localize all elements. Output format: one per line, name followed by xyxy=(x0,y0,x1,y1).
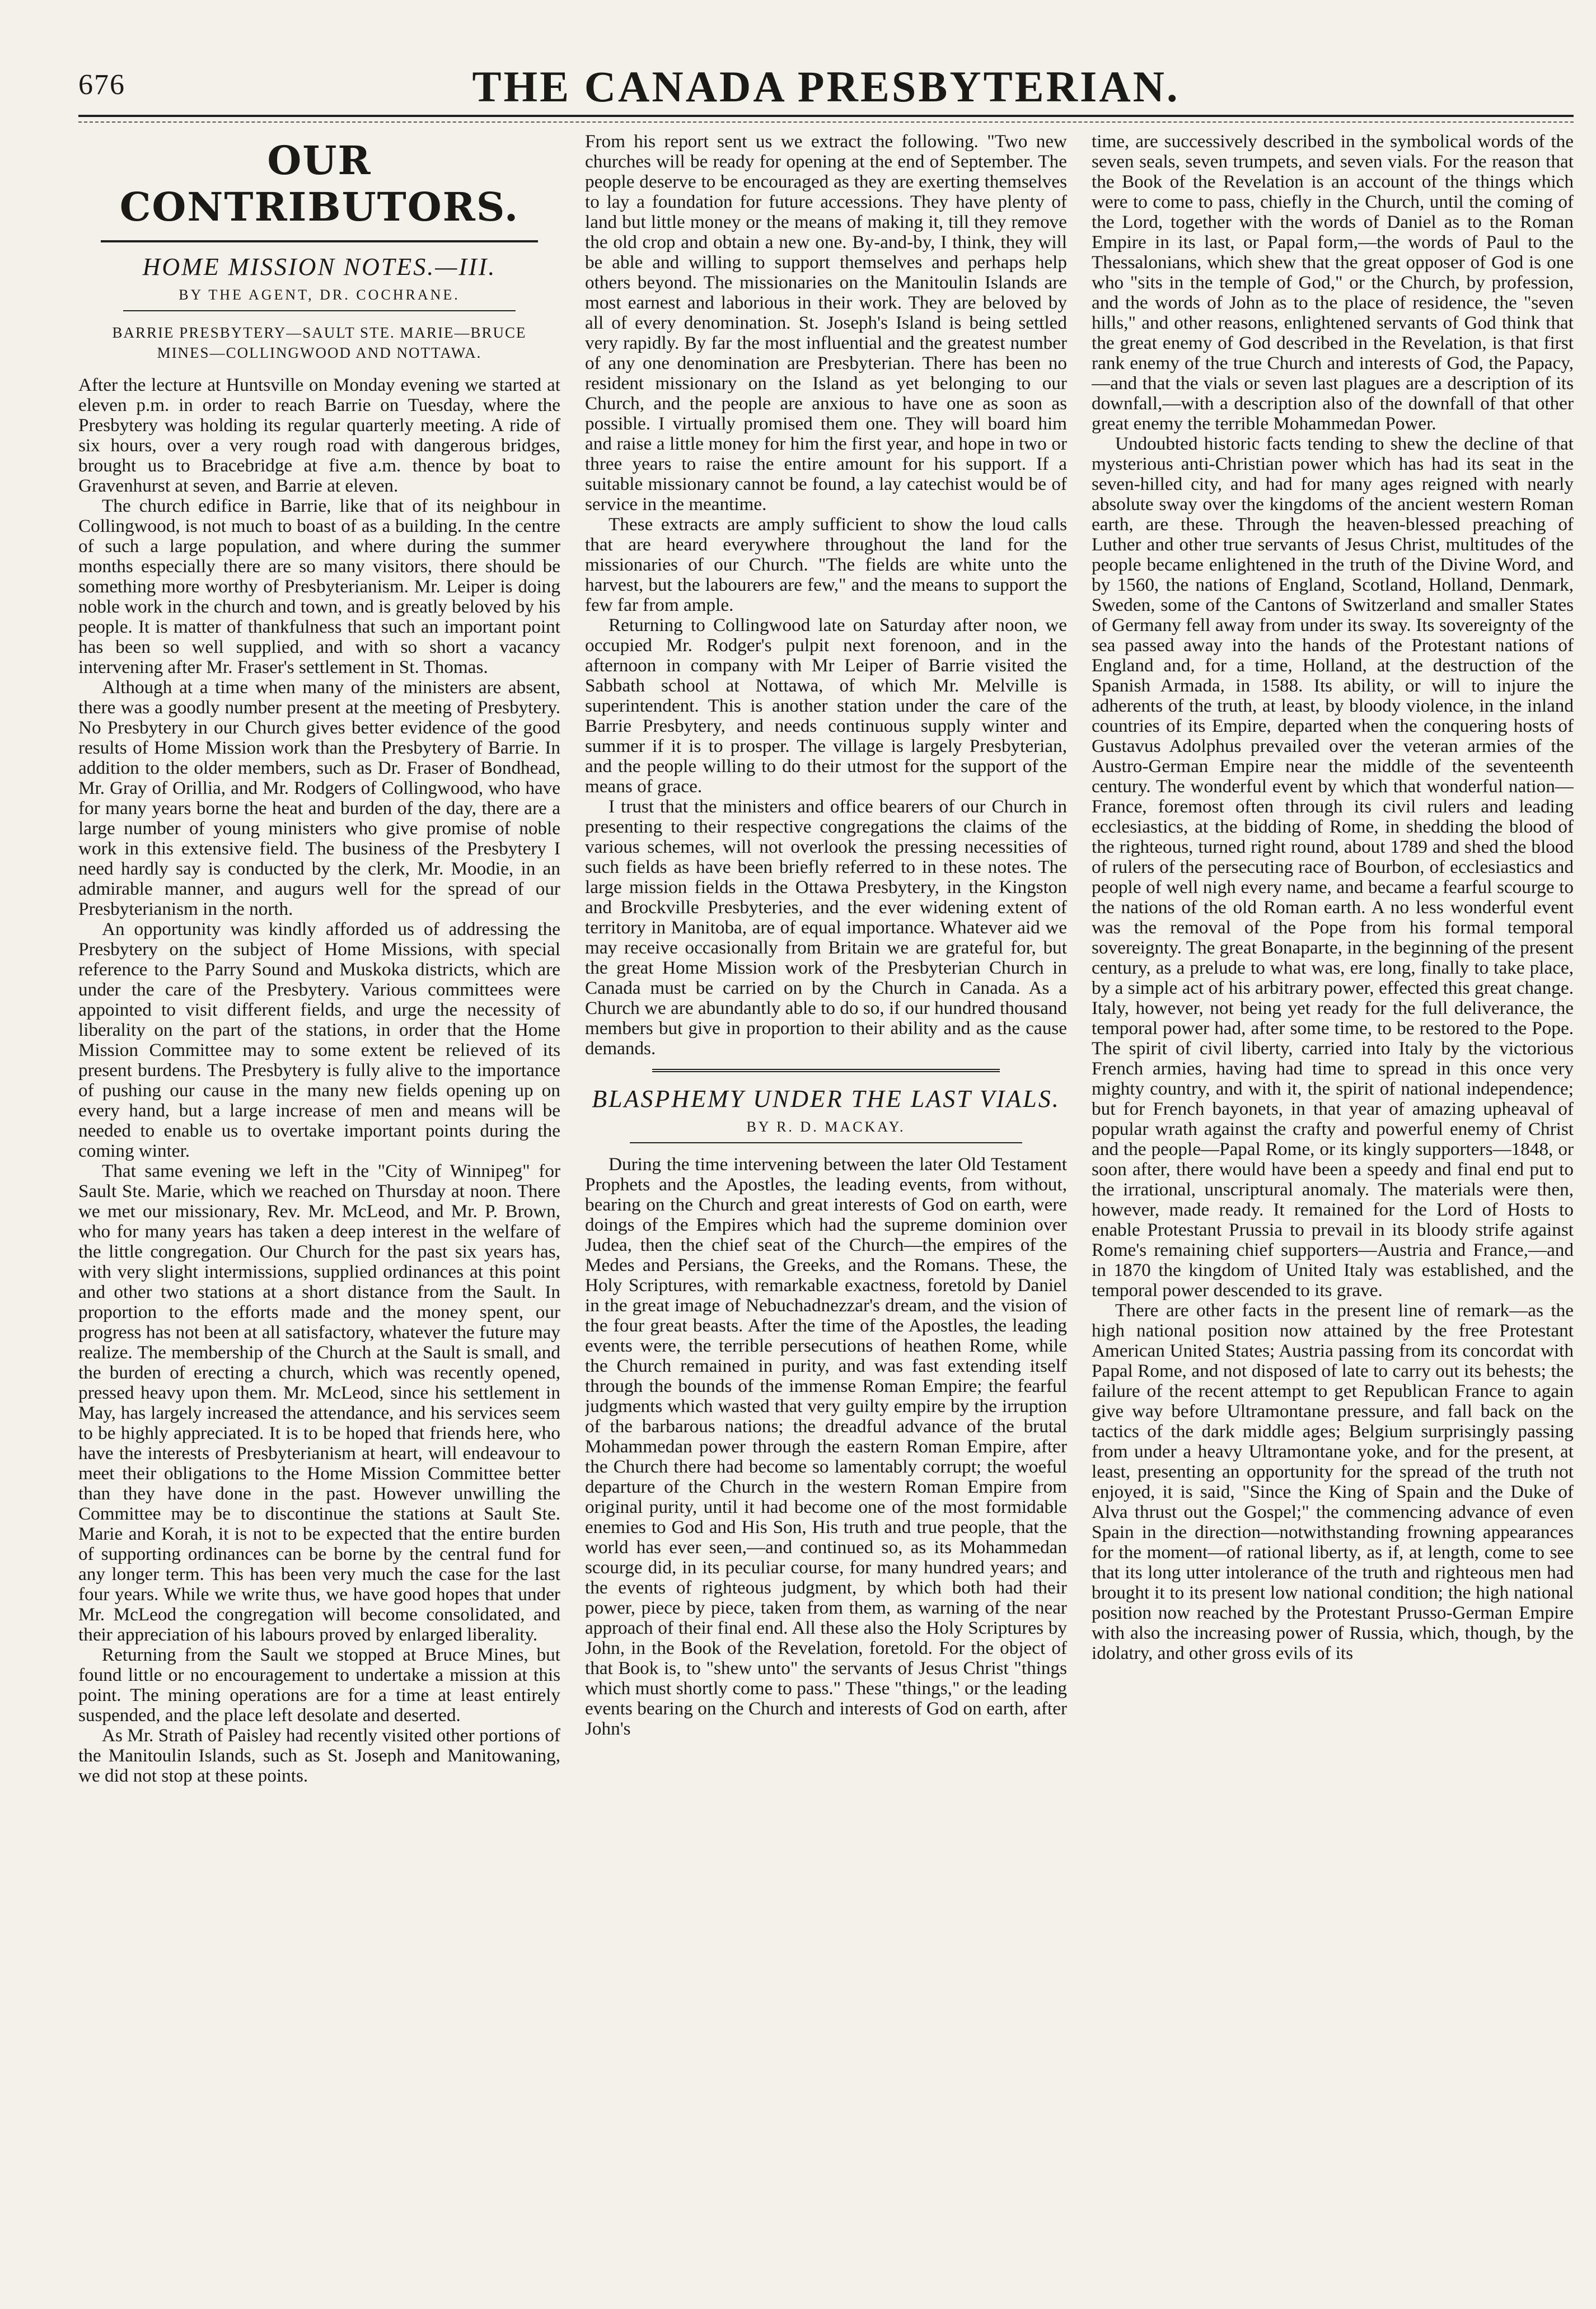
paragraph: During the time intervening between the later Old Testament Prophets and the Apostles, the leading events, from without, bearing on the Church and great interests of God on earth, were doings of the Empires which had the supreme dominion over Judea, then the chief seat of the Church—the empires of the Medes and Persians, the Greeks, and the Romans. These, the Holy Scriptures, with remarkable exactness, foretold by Daniel in the great image of Nebuchadnezzar's dream, and the vision of the four great beasts. After the time of the Apostles, the leading events were, the terrible persecutions of heathen Rome, while the Church remained in purity, and was fast extending itself through the bounds of the immense Roman Empire; the fearful judgments which wasted that very guilty empire by the irruption of the barbarous nations; the dreadful advance of the brutal Mohammedan power through the eastern Roman Empire, after the Church there had become so lamentably corrupt; the woeful departure of the Church in the western Roman Empire from original purity, until it had become one of the most formidable enemies to God and His Son, His truth and true people, that the world has ever seen,—and continued so, as its Mohammedan scourge did, in its peculiar course, for many hundred years; and the events of righteous judgment, by which both had their power, piece by piece, taken from them, as warning of the near approach of their final end. All these also the Holy Scriptures by John, in the Book of the Revelation, foretold. For the object of that Book is, to "shew unto" the servants of Jesus Christ "things which must shortly come to pass." These "things," or the leading events bearing on the Church and interests of God on earth, after John's xyxy=(585,1154,1067,1739)
byline-rule xyxy=(123,310,516,311)
paragraph: Returning to Collingwood late on Saturday after noon, we occupied Mr. Rodger's pulpit next forenoon, and in the afternoon in company with Mr Leiper of Barrie visited the Sabbath school at Nottawa, of which Mr. Melville is superintendent. This is another station under the care of the Barrie Presbytery, and needs continuous supply winter and summer if it is to prosper. The village is largely Presbyterian, and the people willing to do their utmost for the support of the means of grace. xyxy=(585,615,1067,797)
article-2-title: BLASPHEMY UNDER THE LAST VIALS. xyxy=(592,1085,1060,1113)
byline-rule xyxy=(630,1142,1022,1143)
paragraph: Returning from the Sault we stopped at Bruce Mines, but found little or no encouragement to undertake a mission at this point. The mining operations are for a time at least entirely suspended, and the place left desolate and deserted. xyxy=(78,1644,560,1726)
paragraph: There are other facts in the present line of remark—as the high national position now attained by the free Protestant American United States; Austria passing from its concordat with Papal Rome, and not disposed of late to carry out its behests; the failure of the recent attempt to get Republican France to again give way before Ultramontane pressure, and fall back on the tactics of the dark middle ages; Belgium surprisingly passing from under a heavy Ultramontane yoke, and for the present, at least, presenting an opportunity for the spread of the truth not enjoyed, it is said, "Since the King of Spain and the Duke of Alva thrust out the Gospel;" the commencing advance of even Spain in the direction—notwithstanding frowning appearances for the moment—of rational liberty, as if, at length, come to see that its long utter intolerance of the truth and righteous men had brought it to its present low national condition; the high national position now reached by the Protestant Prusso-German Empire with also the increasing power of Russia, which, though, by the idolatry, and other gross evils of its xyxy=(1092,1300,1574,1663)
article-separator xyxy=(652,1069,1000,1072)
section-rule xyxy=(101,240,538,242)
columns xyxy=(78,132,1574,2292)
column-1 xyxy=(78,132,560,2292)
masthead-rule xyxy=(78,115,1574,117)
paragraph: An opportunity was kindly afforded us of addressing the Presbytery on the subject of Home Missions, with special reference to the Parry Sound and Muskoka districts, which are under the care of the Presbytery. Various committees were appointed to visit different fields, and urge the necessity of liberality on the part of the stations, in order that the Home Mission Committee may to some extent be relieved of its present burdens. The Presbytery is fully alive to the importance of pushing our cause in the many new fields opening up on every hand, but a large increase of men and means will be needed to enable us to overtake important points during the coming winter. xyxy=(78,919,560,1161)
article-1-title: HOME MISSION NOTES.—III. xyxy=(142,253,497,281)
page-number: 676 xyxy=(78,69,125,101)
section-heading: OUR CONTRIBUTORS. xyxy=(119,137,519,230)
paragraph: That same evening we left in the "City of Winnipeg" for Sault Ste. Marie, which we reached on Thursday at noon. There we met our missionary, Rev. Mr. McLeod, and Mr. P. Brown, who for many years has taken a deep interest in the welfare of the little congregation. Our Church for the past six years has, with very slight intermissions, supplied ordinances at this point and other two stations at a short distance from the Sault. In proportion to the efforts made and the money spent, our progress has not been at all satisfactory, whatever the future may realize. The membership of the Church at the Sault is small, and the burden of erecting a church, which was recently opened, pressed heavy upon them. Mr. McLeod, since his settlement in May, has largely increased the attendance, and his services seem to be highly appreciated. It is to be hoped that friends here, who have the interests of Presbyterianism at heart, will endeavour to meet their obligations to the Home Mission Committee better than they have done in the past. However unwilling the Committee may be to discontinue the stations at Sault Ste. Marie and Korah, it is not to be expected that the entire burden of supporting ordinances can be borne by the central fund for any longer term. This has been very much the case for the last four years. While we write thus, we have good hopes that under Mr. McLeod the congregation will become consolidated, and their appreciation of his labours proved by enlarged liberality. xyxy=(78,1161,560,1645)
masthead-dashed-rule xyxy=(78,121,1574,123)
masthead xyxy=(78,62,1574,112)
column-3 xyxy=(1092,132,1574,2292)
paragraph: After the lecture at Huntsville on Monday evening we started at eleven p.m. in order to reach Barrie on Tuesday, where the Presbytery was holding its regular quarterly meeting. A ride of six hours, over a very rough road with dangerous bridges, brought us to Bracebridge at five a.m. thence by boat to Gravenhurst at seven, and Barrie at eleven. xyxy=(78,375,560,496)
paragraph: As Mr. Strath of Paisley had recently visited other portions of the Manitoulin Islands, such as St. Joseph and Manitowaning, we did not stop at these points. xyxy=(78,1725,560,1786)
article-2-byline: BY R. D. MACKAY. xyxy=(746,1119,906,1135)
article-1-byline: BY THE AGENT, DR. COCHRANE. xyxy=(179,287,460,303)
paragraph: I trust that the ministers and office bearers of our Church in presenting to their respective congregations the claims of the various schemes, will not overlook the pressing necessities of such fields as have been briefly referred to in these notes. The large mission fields in the Ottawa Presbytery, in the Kingston and Brockville Presbyteries, and the ever widening extent of territory in Manitoba, are of equal importance. Whatever aid we may receive occasionally from Britain we are grateful for, but the great Home Mission work of the Presbyterian Church in Canada must be carried on by the Church in Canada. As a Church we are abundantly able to do so, if our hundred thousand members but give in proportion to their ability and as the cause demands. xyxy=(585,796,1067,1059)
paragraph: From his report sent us we extract the following. "Two new churches will be ready for opening at the end of September. The people deserve to be encouraged as they are exerting themselves to lay a foundation for future accessions. They have plenty of land but little money or the means of making it, till they remove the old crop and obtain a new one. By-and-by, I think, they will be able and willing to support themselves and perhaps help others beyond. The missionaries on the Manitoulin Islands are most earnest and laborious in their work. They are beloved by all of every denomination. St. Joseph's Island is being settled very rapidly. By far the most influential and the greatest number of any one denomination are Presbyterian. There has been no resident missionary on the Island as yet belonging to our Church, and the people are anxious to have one as soon as possible. I virtually promised them one. They will board him and raise a little money for him the first year, and hope in two or three years to raise the entire amount for his support. If a suitable missionary cannot be found, a lay catechist would be of service in the meantime. xyxy=(585,132,1067,515)
paragraph: Undoubted historic facts tending to shew the decline of that mysterious anti-Christian power which has had its seat in the seven-hilled city, and had for many ages reigned with nearly absolute sway over the kingdoms of the ancient western Roman earth, are these. Through the heaven-blessed preaching of Luther and other true servants of Jesus Christ, multitudes of the people became enlightened in the truth of the Divine Word, and by 1560, the nations of England, Scotland, Holland, Denmark, Sweden, some of the Cantons of Switzerland and smaller States of Germany fell away from under its sway. Its sovereignty of the sea passed away into the hands of the Protestant nations of England and, for a time, Holland, at the destruction of the Spanish Armada, in 1588. Its ability, or will to injure the adherents of the truth, at least, by bloody violence, in the inland countries of its Empire, departed when the conquering hosts of Gustavus Adolphus prevailed over the veteran armies of the Austro-German Empire near the middle of the seventeenth century. The wonderful event by which that wonderful nation—France, foremost often through its civil rulers and leading ecclesiastics, at the bidding of Rome, in shedding the blood of the righteous, turned right round, about 1789 and shed the blood of rulers of the persecuting race of Bourbon, of ecclesiastics and people of well nigh every name, and became a fearful scourge to the nations of the old Roman earth. A no less wonderful event was the removal of the Pope from his formal temporal sovereignty. The great Bonaparte, in the beginning of the present century, as a prelude to what was, ere long, finally to take place, by a simple act of his arbitrary power, effected this great change. Italy, however, not being yet ready for the full deliverance, the temporal power had, after some time, to be restored to the Pope. The spirit of civil liberty, carried into Italy by the victorious French armies, having had time to spread in this once very mighty country, and with it, the spirit of national independence; but for French bayonets, in that year of amazing upheaval of popular wrath against the crafty and powerful enemy of Christ and the people—Papal Rome, or its kingly supporters—1848, or soon after, there would have been a speedy and final end put to the irrational, unscriptural anomaly. The materials were then, however, made ready. It remained for the Lord of Hosts to enable Protestant Prussia to prevail in its bloody strife against Rome's remaining chief supporters—Austria and France,—and in 1870 the kingdom of United Italy was established, and the temporal power descended to its grave. xyxy=(1092,433,1574,1301)
paragraph: The church edifice in Barrie, like that of its neighbour in Collingwood, is not much to boast of as a building. In the centre of such a large population, and where during the summer months especially there are so many visitors, there should be something more worthy of Presbyterianism. Mr. Leiper is doing noble work in the church and town, and is greatly beloved by his people. It is matter of thankfulness that such an important point has been so well supplied, and with so short a vacancy intervening after Mr. Fraser's settlement in St. Thomas. xyxy=(78,496,560,677)
paragraph: These extracts are amply sufficient to show the loud calls that are heard everywhere throughout the land for the missionaries of our Church. "The fields are white unto the harvest, but the labourers are few," and the means to support the few far from ample. xyxy=(585,514,1067,615)
article-1-subhead: BARRIE PRESBYTERY—SAULT STE. MARIE—BRUCE MINES—COLLINGWOOD AND NOTTAWA. xyxy=(112,324,527,361)
paragraph: Although at a time when many of the ministers are absent, there was a goodly number present at the meeting of Presbytery. No Presbytery in our Church gives better evidence of the good results of Home Mission work than the Presbytery of Barrie. In addition to the older members, such as Dr. Fraser of Bondhead, Mr. Gray of Orillia, and Mr. Rodgers of Collingwood, who have for many years borne the heat and burden of the day, there are a large number of young ministers who give promise of noble work in this extensive field. The business of the Presbytery I need hardly say is conducted by the clerk, Mr. Moodie, in an admirable manner, and augurs well for the spread of our Presbyterianism in the north. xyxy=(78,677,560,919)
column-2 xyxy=(585,132,1067,2292)
paragraph: time, are successively described in the symbolical words of the seven seals, seven trumpets, and seven vials. For the reason that the Book of the Revelation is an account of the things which were to come to pass, chiefly in the Church, until the coming of the Lord, together with the words of Daniel as to the Roman Empire in its last, or Papal form,—the words of Paul to the Thessalonians, which shew that the great opposer of God is one who "sits in the temple of God," or the Church, by profession, and the words of John as to the place of residence, the "seven hills," and other reasons, enlightened servants of God think that the great enemy of God described in the Revelation, is that first rank enemy of the true Church and interests of God, the Papacy,—and that the vials or seven last plagues are a description of its downfall,—with a description also of the downfall of that other great enemy the terrible Mohammedan Power. xyxy=(1092,132,1574,434)
journal-title: THE CANADA PRESBYTERIAN. xyxy=(472,62,1180,111)
